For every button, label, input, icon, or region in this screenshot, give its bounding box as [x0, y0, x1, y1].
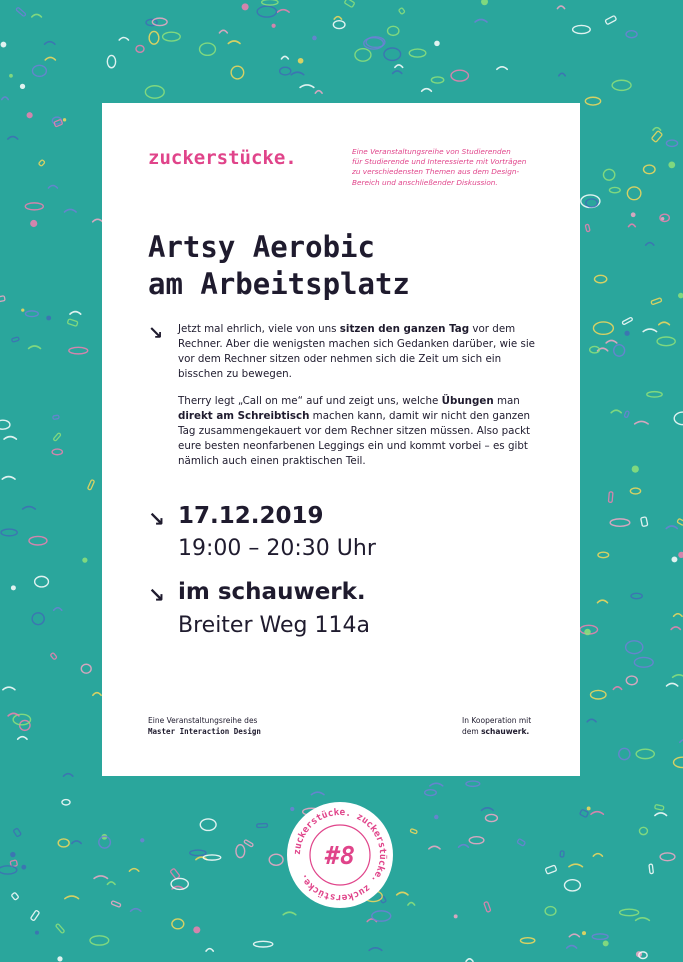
confetti-shape	[454, 914, 458, 918]
confetti-shape	[678, 552, 683, 558]
edition-badge	[285, 800, 395, 910]
confetti-shape	[395, 65, 403, 68]
confetti-shape	[591, 812, 603, 815]
confetti-shape	[677, 518, 683, 525]
confetti-shape	[87, 480, 94, 491]
confetti-shape	[53, 415, 60, 419]
confetti-shape	[228, 41, 240, 44]
confetti-shape	[636, 749, 654, 758]
confetti-shape	[219, 30, 227, 33]
confetti-shape	[2, 477, 15, 480]
confetti-shape	[388, 26, 399, 35]
confetti-shape	[244, 839, 254, 847]
confetti-shape	[257, 6, 276, 17]
confetti-shape	[592, 934, 608, 939]
confetti-shape	[11, 585, 16, 590]
confetti-shape	[300, 85, 314, 88]
confetti-shape	[312, 36, 317, 41]
confetti-shape	[90, 936, 109, 945]
confetti-shape	[587, 719, 596, 722]
confetti-shape	[344, 0, 355, 8]
confetti-shape	[291, 72, 304, 75]
event-address: Breiter Weg 114a	[178, 613, 370, 638]
confetti-shape	[69, 347, 88, 354]
confetti-shape	[242, 3, 249, 10]
confetti-shape	[280, 67, 291, 75]
description-paragraph-1: Jetzt mal ehrlich, viele von uns sitzen den ganzen Tag vor dem Rechner. Aber die wenigsten machen sich Gedanken darüber, wie sie vor dem Rechner sitzen oder nehmen sich die Zeit um sich ein bisschen zu bewegen.	[178, 323, 536, 380]
confetti-shape	[1, 42, 7, 48]
confetti-shape	[606, 340, 617, 343]
confetti-shape	[482, 808, 494, 811]
confetti-shape	[32, 65, 46, 76]
confetti-shape	[657, 337, 675, 346]
confetti-shape	[610, 519, 630, 526]
confetti-shape	[614, 345, 625, 357]
brand-logo: zuckerstücke.	[148, 147, 297, 169]
confetti-shape	[582, 931, 586, 935]
confetti-shape	[35, 576, 49, 587]
confetti-shape	[593, 854, 602, 857]
confetti-shape	[269, 854, 283, 865]
confetti-shape	[497, 67, 507, 70]
confetti-shape	[0, 296, 5, 302]
confetti-shape	[408, 903, 415, 906]
description-paragraph-2: Therry legt „Call on me“ auf und zeigt uns, welche Übungen man direkt am Schreibtisch machen kann, damit wir nicht den ganzen Tag zusammengekauert vor dem Rechner sitzen müssen. Also packt eure besten neonfarbenen Leggings ein und kommt vorbei – es gibt nämlich auch einen praktischen Teil.	[178, 395, 531, 467]
badge-ring-text: zuckerstücke. zuckerstücke. zuckerstücke.	[291, 806, 389, 904]
confetti-shape	[659, 322, 670, 325]
confetti-shape	[668, 161, 675, 168]
confetti-shape	[272, 24, 276, 28]
confetti-shape	[46, 316, 51, 321]
confetti-shape	[484, 901, 491, 912]
confetti-shape	[564, 880, 580, 891]
confetti-shape	[27, 112, 33, 118]
confetti-shape	[584, 629, 590, 635]
confetti-shape	[466, 781, 480, 786]
confetti-shape	[193, 926, 200, 933]
confetti-shape	[469, 837, 484, 844]
confetti-shape	[172, 919, 184, 929]
confetti-shape	[11, 892, 19, 900]
confetti-shape	[666, 140, 677, 146]
confetti-shape	[25, 311, 38, 317]
confetti-shape	[605, 15, 617, 24]
confetti-shape	[397, 892, 408, 895]
confetti-shape	[283, 912, 296, 915]
confetti-shape	[612, 80, 631, 90]
confetti-shape	[13, 714, 30, 724]
confetti-shape	[466, 959, 473, 962]
confetti-shape	[372, 911, 391, 921]
confetti-shape	[30, 910, 39, 921]
confetti-shape	[262, 0, 278, 5]
confetti-shape	[569, 934, 579, 937]
confetti-shape	[587, 807, 591, 811]
confetti-shape	[655, 804, 664, 810]
confetti-shape	[630, 488, 640, 494]
confetti-shape	[81, 664, 91, 673]
confetti-shape	[54, 119, 63, 127]
confetti-shape	[206, 949, 213, 952]
confetti-shape	[311, 792, 324, 795]
series-intro-text: Eine Veranstaltungsreihe von Studierenden für Studierende und Interessierte mit Vorträgen zu verschiedensten Themen aus dem Design- Bereich und anschließender Diskussion.	[352, 147, 527, 187]
confetti-shape	[430, 783, 443, 786]
confetti-shape	[190, 850, 206, 856]
confetti-shape	[149, 31, 159, 44]
confetti-shape	[678, 293, 683, 299]
footer-organizer: Eine Veranstaltungsreihe des Master Interaction Design	[148, 716, 261, 736]
confetti-shape	[152, 18, 167, 25]
confetti-shape	[171, 878, 188, 889]
confetti-shape	[50, 653, 57, 660]
confetti-shape	[48, 185, 57, 188]
confetti-shape	[629, 224, 636, 227]
confetti-shape	[459, 845, 469, 848]
confetti-shape	[4, 437, 16, 440]
confetti-shape	[8, 713, 19, 716]
confetti-shape	[632, 465, 639, 472]
confetti-shape	[631, 212, 636, 217]
confetti-shape	[82, 557, 87, 562]
confetti-shape	[257, 823, 268, 827]
confetti-shape	[481, 0, 488, 5]
confetti-shape	[603, 940, 609, 946]
confetti-shape	[624, 411, 629, 418]
confetti-shape	[603, 169, 614, 180]
confetti-shape	[434, 41, 440, 47]
confetti-shape	[608, 492, 613, 503]
confetti-shape	[485, 814, 497, 821]
confetti-shape	[422, 89, 432, 92]
confetti-shape	[13, 828, 21, 837]
confetti-shape	[62, 800, 70, 805]
confetti-shape	[55, 924, 64, 934]
confetti-shape	[23, 507, 36, 510]
confetti-shape	[569, 864, 583, 867]
confetti-shape	[93, 693, 101, 696]
confetti-shape	[38, 160, 45, 167]
confetti-shape	[674, 614, 682, 617]
confetti-shape	[643, 329, 656, 332]
confetti-shape	[409, 49, 426, 57]
confetti-shape	[646, 243, 654, 246]
confetti-shape	[107, 882, 115, 885]
confetti-shape	[334, 17, 341, 20]
confetti-shape	[666, 526, 677, 529]
confetti-shape	[298, 58, 304, 64]
confetti-shape	[94, 876, 107, 879]
confetti-shape	[58, 839, 69, 847]
confetti-shape	[580, 809, 589, 817]
confetti-shape	[384, 48, 401, 60]
confetti-shape	[25, 203, 43, 210]
confetti-shape	[591, 690, 606, 699]
confetti-shape	[639, 827, 647, 834]
confetti-shape	[32, 613, 44, 625]
confetti-shape	[277, 10, 289, 13]
confetti-shape	[52, 449, 62, 455]
confetti-shape	[653, 128, 661, 131]
confetti-shape	[651, 298, 662, 305]
confetti-shape	[21, 308, 24, 311]
confetti-shape	[636, 918, 650, 921]
confetti-shape	[431, 77, 443, 83]
confetti-shape	[107, 55, 115, 67]
confetti-shape	[53, 433, 61, 442]
confetti-shape	[622, 317, 633, 325]
badge-number: #8	[324, 841, 356, 870]
confetti-shape	[57, 956, 62, 961]
confetti-shape	[140, 838, 144, 842]
event-venue: im schauwerk.	[178, 579, 366, 605]
confetti-shape	[660, 853, 675, 861]
confetti-shape	[145, 86, 164, 98]
confetti-shape	[30, 220, 37, 227]
confetti-shape	[65, 209, 77, 212]
confetti-shape	[231, 66, 244, 79]
confetti-shape	[641, 517, 648, 527]
confetti-shape	[119, 38, 128, 41]
confetti-shape	[163, 32, 181, 41]
confetti-shape	[355, 49, 371, 62]
confetti-shape	[136, 45, 144, 52]
confetti-shape	[673, 675, 683, 678]
confetti-shape	[649, 864, 653, 874]
confetti-shape	[593, 322, 613, 334]
confetti-shape	[631, 593, 642, 598]
confetti-shape	[369, 948, 382, 951]
arrow-down-right-icon: ↘	[148, 323, 164, 344]
confetti-shape	[16, 7, 26, 16]
confetti-shape	[475, 20, 487, 23]
confetti-shape	[281, 56, 288, 59]
confetti-shape	[620, 909, 639, 915]
confetti-shape	[598, 552, 609, 558]
confetti-shape	[573, 25, 591, 33]
confetti-shape	[65, 896, 79, 899]
confetti-shape	[609, 187, 620, 192]
confetti-shape	[594, 275, 606, 283]
confetti-shape	[559, 73, 565, 76]
confetti-shape	[200, 819, 216, 831]
confetti-shape	[626, 31, 637, 38]
confetti-shape	[567, 946, 577, 949]
confetti-shape	[236, 845, 245, 858]
confetti-shape	[585, 224, 590, 232]
confetti-shape	[3, 687, 15, 690]
confetti-shape	[661, 217, 664, 220]
confetti-shape	[21, 865, 26, 870]
confetti-shape	[451, 70, 468, 81]
confetti-shape	[45, 42, 55, 45]
event-title: Artsy Aerobic am Arbeitsplatz	[148, 230, 410, 301]
confetti-shape	[520, 938, 534, 944]
confetti-shape	[585, 97, 600, 105]
confetti-shape	[634, 657, 653, 667]
confetti-shape	[643, 165, 655, 174]
confetti-shape	[29, 346, 41, 349]
confetti-shape	[32, 14, 42, 17]
confetti-shape	[35, 931, 39, 935]
confetti-shape	[667, 683, 678, 686]
event-time: 19:00 – 20:30 Uhr	[178, 536, 376, 561]
confetti-shape	[586, 199, 598, 207]
confetti-shape	[67, 319, 78, 326]
event-description	[178, 322, 540, 481]
confetti-shape	[54, 608, 62, 611]
confetti-shape	[393, 71, 402, 74]
confetti-shape	[20, 84, 25, 89]
confetti-shape	[611, 410, 621, 413]
confetti-shape	[624, 331, 629, 336]
confetti-shape	[398, 8, 405, 15]
confetti-shape	[671, 556, 677, 562]
confetti-shape	[12, 337, 20, 342]
confetti-shape	[1, 529, 17, 536]
confetti-shape	[560, 851, 564, 857]
confetti-shape	[9, 74, 13, 78]
confetti-shape	[635, 421, 648, 424]
confetti-shape	[651, 131, 662, 143]
confetti-shape	[626, 676, 637, 685]
confetti-shape	[647, 392, 662, 397]
event-date: 17.12.2019	[178, 503, 324, 529]
arrow-down-right-icon: ↘	[148, 507, 165, 531]
confetti-shape	[10, 852, 15, 857]
confetti-shape	[45, 57, 55, 60]
confetti-shape	[613, 687, 621, 690]
confetti-shape	[626, 641, 643, 654]
confetti-shape	[131, 909, 141, 912]
confetti-shape	[111, 901, 121, 908]
confetti-shape	[63, 774, 72, 777]
confetti-shape	[655, 813, 667, 816]
confetti-shape	[170, 868, 180, 879]
confetti-shape	[72, 841, 81, 844]
confetti-shape	[410, 829, 417, 834]
confetti-shape	[315, 91, 322, 94]
confetti-shape	[0, 420, 10, 429]
confetti-shape	[203, 855, 220, 860]
confetti-shape	[517, 839, 526, 847]
confetti-shape	[0, 866, 17, 874]
poster-card	[102, 103, 580, 776]
confetti-shape	[429, 846, 440, 849]
confetti-shape	[18, 737, 27, 740]
confetti-shape	[674, 757, 683, 767]
confetti-shape	[434, 815, 438, 819]
confetti-shape	[627, 187, 641, 200]
footer-cooperation: In Kooperation mit dem schauwerk.	[462, 716, 532, 736]
confetti-shape	[545, 907, 556, 916]
confetti-shape	[63, 118, 66, 121]
confetti-shape	[557, 6, 564, 9]
confetti-shape	[333, 21, 345, 29]
confetti-shape	[29, 536, 47, 545]
arrow-down-right-icon: ↘	[148, 583, 165, 607]
confetti-shape	[671, 627, 680, 630]
confetti-shape	[2, 97, 9, 100]
confetti-shape	[129, 869, 138, 872]
confetti-shape	[8, 137, 18, 140]
confetti-shape	[425, 790, 437, 796]
confetti-shape	[545, 865, 557, 874]
confetti-shape	[200, 43, 216, 55]
confetti-shape	[619, 748, 630, 759]
confetti-shape	[674, 412, 683, 425]
confetti-shape	[254, 941, 273, 947]
confetti-shape	[70, 312, 81, 315]
confetti-shape	[597, 600, 607, 603]
